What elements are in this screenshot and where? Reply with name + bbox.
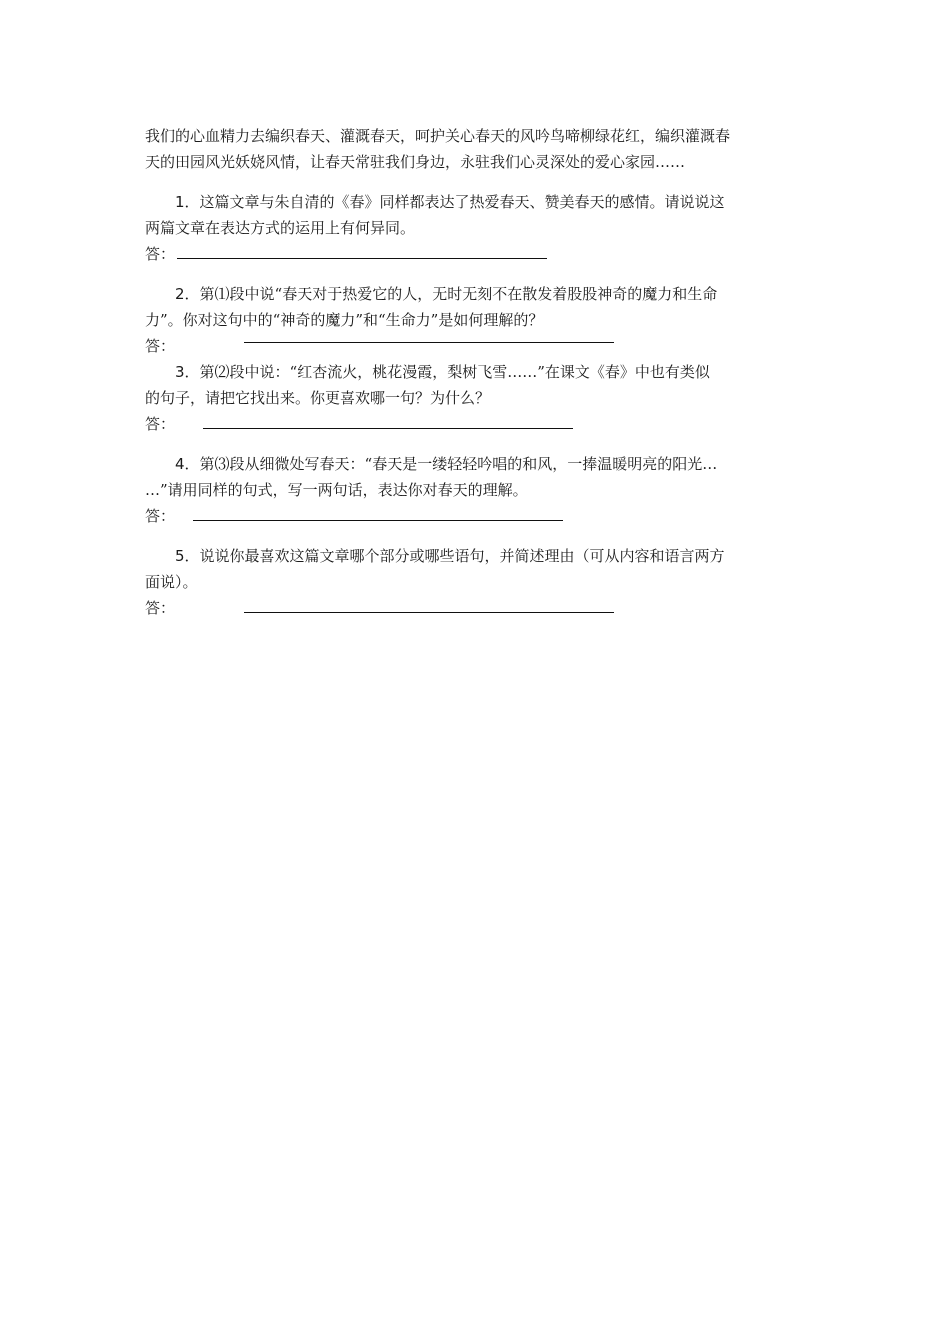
question-1 [145, 189, 808, 267]
answer-row [145, 595, 808, 621]
answer-row [145, 411, 808, 437]
question-number: 2 [175, 285, 185, 303]
intro-line: 天的田园风光妖娆风情，让春天常驻我们身边，永驻我们心灵深处的爱心家园…… [145, 153, 686, 171]
question-text [145, 543, 808, 569]
answer-label: 答： [145, 245, 176, 263]
answer-row [145, 241, 808, 267]
answer-blank[interactable] [177, 258, 547, 259]
answer-row [145, 503, 808, 529]
question-number: 1 [175, 193, 185, 211]
answer-row [145, 333, 808, 359]
question-5 [145, 543, 808, 621]
answer-blank[interactable] [244, 342, 614, 343]
question-number: 5 [175, 547, 185, 565]
question-text [145, 359, 808, 385]
question-line: 面说）。 [145, 573, 198, 591]
question-line: ．第⑴段中说“春天对于热爱它的人，无时无刻不在散发着股股神奇的魔力和生命 [184, 285, 718, 303]
question-text [145, 189, 808, 215]
question-line: ．第⑵段中说：“红杏流火，桃花漫霞，梨树飞雪……”在课文《春》中也有类似 [184, 363, 710, 381]
question-line: ．说说你最喜欢这篇文章哪个部分或哪些语句，并简述理由（可从内容和语言两方 [184, 547, 725, 565]
question-line: ．第⑶段从细微处写春天：“春天是一缕轻轻吟唱的和风，一捧温暖明亮的阳光… [184, 455, 718, 473]
question-line: 的句子，请把它找出来。你更喜欢哪一句？为什么？ [145, 389, 491, 407]
intro-line: 我们的心血精力去编织春天、灌溉春天，呵护关心春天的风吟鸟啼柳绿花红，编织灌溉春 [145, 127, 731, 145]
answer-label: 答： [145, 337, 176, 355]
answer-label: 答： [145, 599, 176, 617]
question-number: 3 [175, 363, 185, 381]
question-number: 4 [175, 455, 185, 473]
question-line: 力”。你对这句中的“神奇的魔力”和“生命力”是如何理解的？ [145, 311, 544, 329]
question-2 [145, 281, 808, 359]
question-line: 两篇文章在表达方式的运用上有何异同。 [145, 219, 416, 237]
question-text [145, 281, 808, 307]
question-line: …”请用同样的句式，写一两句话，表达你对春天的理解。 [145, 481, 528, 499]
intro-paragraph [145, 123, 808, 175]
answer-blank[interactable] [244, 612, 614, 613]
answer-blank[interactable] [193, 520, 563, 521]
answer-label: 答： [145, 507, 176, 525]
answer-blank[interactable] [203, 428, 573, 429]
question-3 [145, 359, 808, 437]
answer-label: 答： [145, 415, 176, 433]
document-page [145, 123, 808, 635]
question-line: ．这篇文章与朱自清的《春》同样都表达了热爱春天、赞美春天的感情。请说说这 [184, 193, 725, 211]
question-4 [145, 451, 808, 529]
question-text [145, 451, 808, 477]
